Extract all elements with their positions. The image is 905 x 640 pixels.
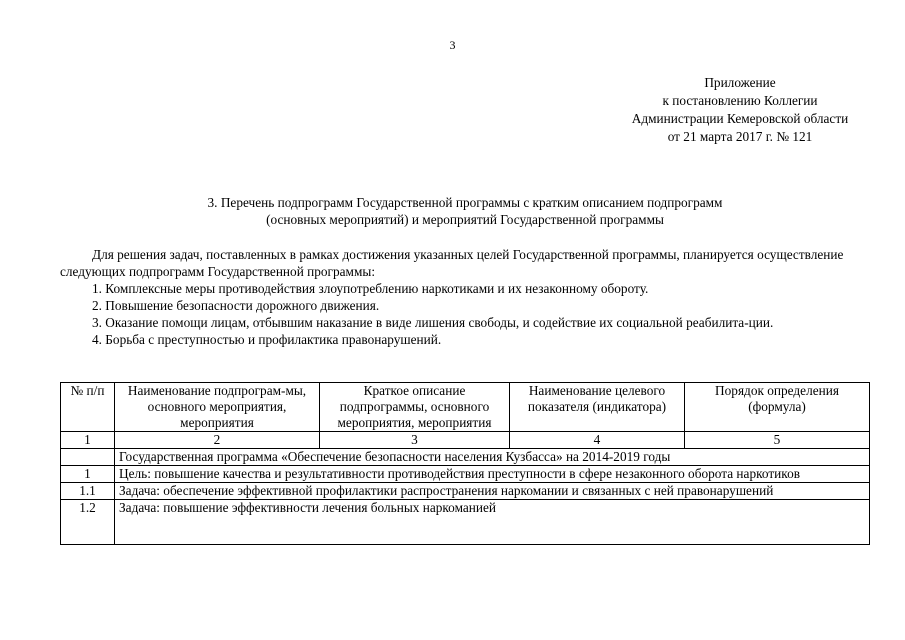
column-number-cell: 4 (510, 432, 685, 449)
table-cell-empty (61, 449, 115, 466)
list-item: 2. Повышение безопасности дорожного движения. (92, 298, 380, 313)
appendix-line: к постановлению Коллегии (662, 93, 818, 108)
column-number-cell: 5 (685, 432, 870, 449)
appendix-header (575, 74, 905, 146)
section-title-line: (основных мероприятий) и мероприятий Государственной программы (266, 212, 664, 227)
table-row (61, 483, 870, 500)
table-header-row (61, 383, 870, 432)
intro-paragraph: Для решения задач, поставленных в рамках достижения указанных целей Государственной программы, планируется осуществление следующих подпрограмм Государственной программы: (60, 247, 844, 279)
row-number-cell: 1 (61, 466, 115, 483)
table-header-cell: Наименование подпрограм-мы, основного мероприятия, мероприятия (115, 383, 320, 432)
table-header-cell: № п/п (61, 383, 115, 432)
table-row (61, 466, 870, 483)
list-item: 3. Оказание помощи лицам, отбывшим наказание в виде лишения свободы, и содействие их социальной реабилита-ции. (92, 315, 774, 330)
row-text-cell: Задача: обеспечение эффективной профилактики распространения наркомании и связанных с ней правонарушений (115, 483, 870, 500)
subprograms-table (60, 382, 870, 545)
list-item: 1. Комплексные меры противодействия злоупотреблению наркотиками и их незаконному обороту. (92, 281, 649, 296)
row-number-cell: 1.1 (61, 483, 115, 500)
table-header-cell: Краткое описание подпрограммы, основного мероприятия, мероприятия (320, 383, 510, 432)
appendix-line: Приложение (704, 75, 776, 90)
appendix-line: Администрации Кемеровской области (631, 111, 849, 126)
page-number: 3 (449, 38, 456, 52)
program-title-row (61, 449, 870, 466)
column-number-row (61, 432, 870, 449)
row-number-cell: 1.2 (61, 500, 115, 545)
table-row (61, 500, 870, 545)
row-text-cell: Цель: повышение качества и результативности противодействия преступности в сфере незаконного оборота наркотиков (115, 466, 870, 483)
body-text (60, 246, 866, 348)
column-number-cell: 1 (61, 432, 115, 449)
table-header-cell: Порядок определения (формула) (685, 383, 870, 432)
column-number-cell: 2 (115, 432, 320, 449)
appendix-line: от 21 марта 2017 г. № 121 (667, 129, 813, 144)
section-title (60, 194, 870, 228)
column-number-cell: 3 (320, 432, 510, 449)
row-text-cell: Задача: повышение эффективности лечения больных наркоманией (115, 500, 870, 545)
table-header-cell: Наименование целевого показателя (индикатора) (510, 383, 685, 432)
section-title-line: 3. Перечень подпрограмм Государственной программы с кратким описанием подпрограмм (207, 195, 723, 210)
program-title-cell: Государственная программа «Обеспечение безопасности населения Кузбасса» на 2014-2019 годы (115, 449, 870, 466)
list-item: 4. Борьба с преступностью и профилактика правонарушений. (92, 332, 442, 347)
